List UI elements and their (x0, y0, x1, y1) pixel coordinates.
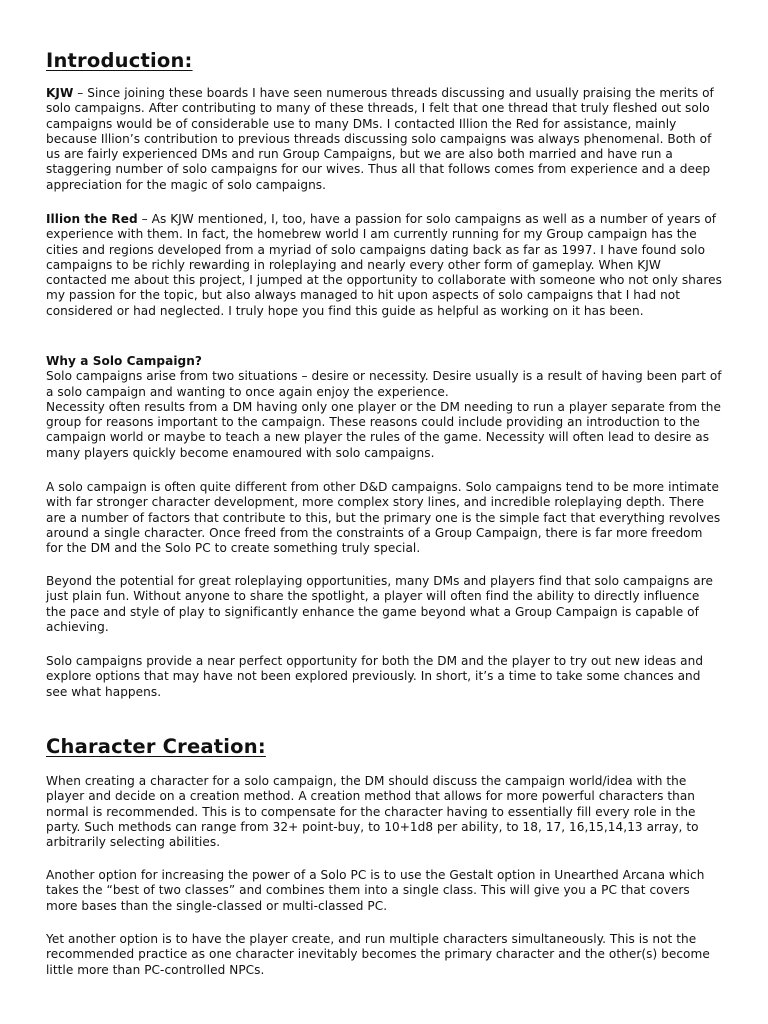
why-heading: Why a Solo Campaign? (46, 354, 202, 368)
illion-paragraph (46, 212, 722, 319)
kjw-paragraph (46, 86, 722, 193)
why-paragraph-1: Solo campaigns arise from two situations – desire or necessity. Desire usually is a result of having been part of a solo campaign and wanting to once again enjoy the experience. (46, 369, 722, 399)
kjw-name: KJW (46, 86, 74, 100)
character-paragraph-3: Yet another option is to have the player create, and run multiple characters simultaneously. This is not the recommended practice as one character inevitably becomes the primary character and the other(s) become little more than PC-controlled NPCs. (46, 932, 710, 977)
character-creation-heading: Character Creation: (46, 735, 266, 758)
character-paragraph-1: When creating a character for a solo campaign, the DM should discuss the campaign world/idea with the player and decide on a creation method. A creation method that allows for more powerful characters than normal is recommended. This is to compensate for the character having to essentially fill every role in the party. Such methods can range from 32+ point-buy, to 10+1d8 per ability, to 18, 17, 16,15,14,13 array, to arbitrarily selecting abilities. (46, 774, 699, 850)
intro-paragraph-4: Beyond the potential for great roleplaying opportunities, many DMs and players find that solo campaigns are just plain fun. Without anyone to share the spotlight, a player will often find the ability to directly influence the pace and style of play to significantly enhance the game beyond what a Group Campaign is capable of achieving. (46, 574, 713, 634)
introduction-heading: Introduction: (46, 49, 193, 72)
intro-paragraph-5: Solo campaigns provide a near perfect opportunity for both the DM and the player to try out new ideas and explore options that may have not been explored previously. In short, it’s a time to take some chances and see what happens. (46, 654, 704, 699)
kjw-text: – Since joining these boards I have seen numerous threads discussing and usually praising the merits of solo campaigns. After contributing to many of these threads, I felt that one thread that truly fleshed out solo campaigns would be of considerable use to many DMs. I contacted Illion the Red for assistance, mainly because Illion’s contribution to previous threads discussing solo campaigns was always phenomenal. Both of us are fairly experienced DMs and run Group Campaigns, but we are also both married and have run a staggering number of solo campaigns for our wives. Thus all that follows comes from experience and a deep appreciation for the magic of solo campaigns. (46, 86, 714, 192)
illion-name: Illion the Red (46, 212, 138, 226)
why-section (46, 354, 722, 461)
why-paragraph-2: Necessity often results from a DM having only one player or the DM needing to run a player separate from the group for reasons important to the campaign. These reasons could include providing an introduction to the campaign world or maybe to teach a new player the rules of the game. Necessity will often lead to desire as many players quickly become enamoured with solo campaigns. (46, 399, 722, 460)
illion-text: – As KJW mentioned, I, too, have a passion for solo campaigns as well as a number of years of experience with them. In fact, the homebrew world I am currently running for my Group campaign has the cities and regions developed from a myriad of solo campaigns dating back as far as 1997. I have found solo campaigns to be richly rewarding in roleplaying and nearly every other form of gameplay. When KJW contacted me about this project, I jumped at the opportunity to collaborate with someone who not only shares my passion for the topic, but also always managed to hit upon aspects of solo campaigns that I had not considered or had neglected. I truly hope you find this guide as helpful as working on it has been. (46, 212, 722, 318)
character-paragraph-2: Another option for increasing the power of a Solo PC is to use the Gestalt option in Unearthed Arcana which takes the “best of two classes” and combines them into a single class. This will give you a PC that covers more bases than the single-classed or multi-classed PC. (46, 868, 705, 913)
intro-paragraph-3: A solo campaign is often quite different from other D&D campaigns. Solo campaigns tend to be more intimate with far stronger character development, more complex story lines, and incredible roleplaying depth. There are a number of factors that contribute to this, but the primary one is the simple fact that everything revolves around a single character. Once freed from the constraints of a Group Campaign, there is far more freedom for the DM and the Solo PC to create something truly special. (46, 480, 721, 556)
